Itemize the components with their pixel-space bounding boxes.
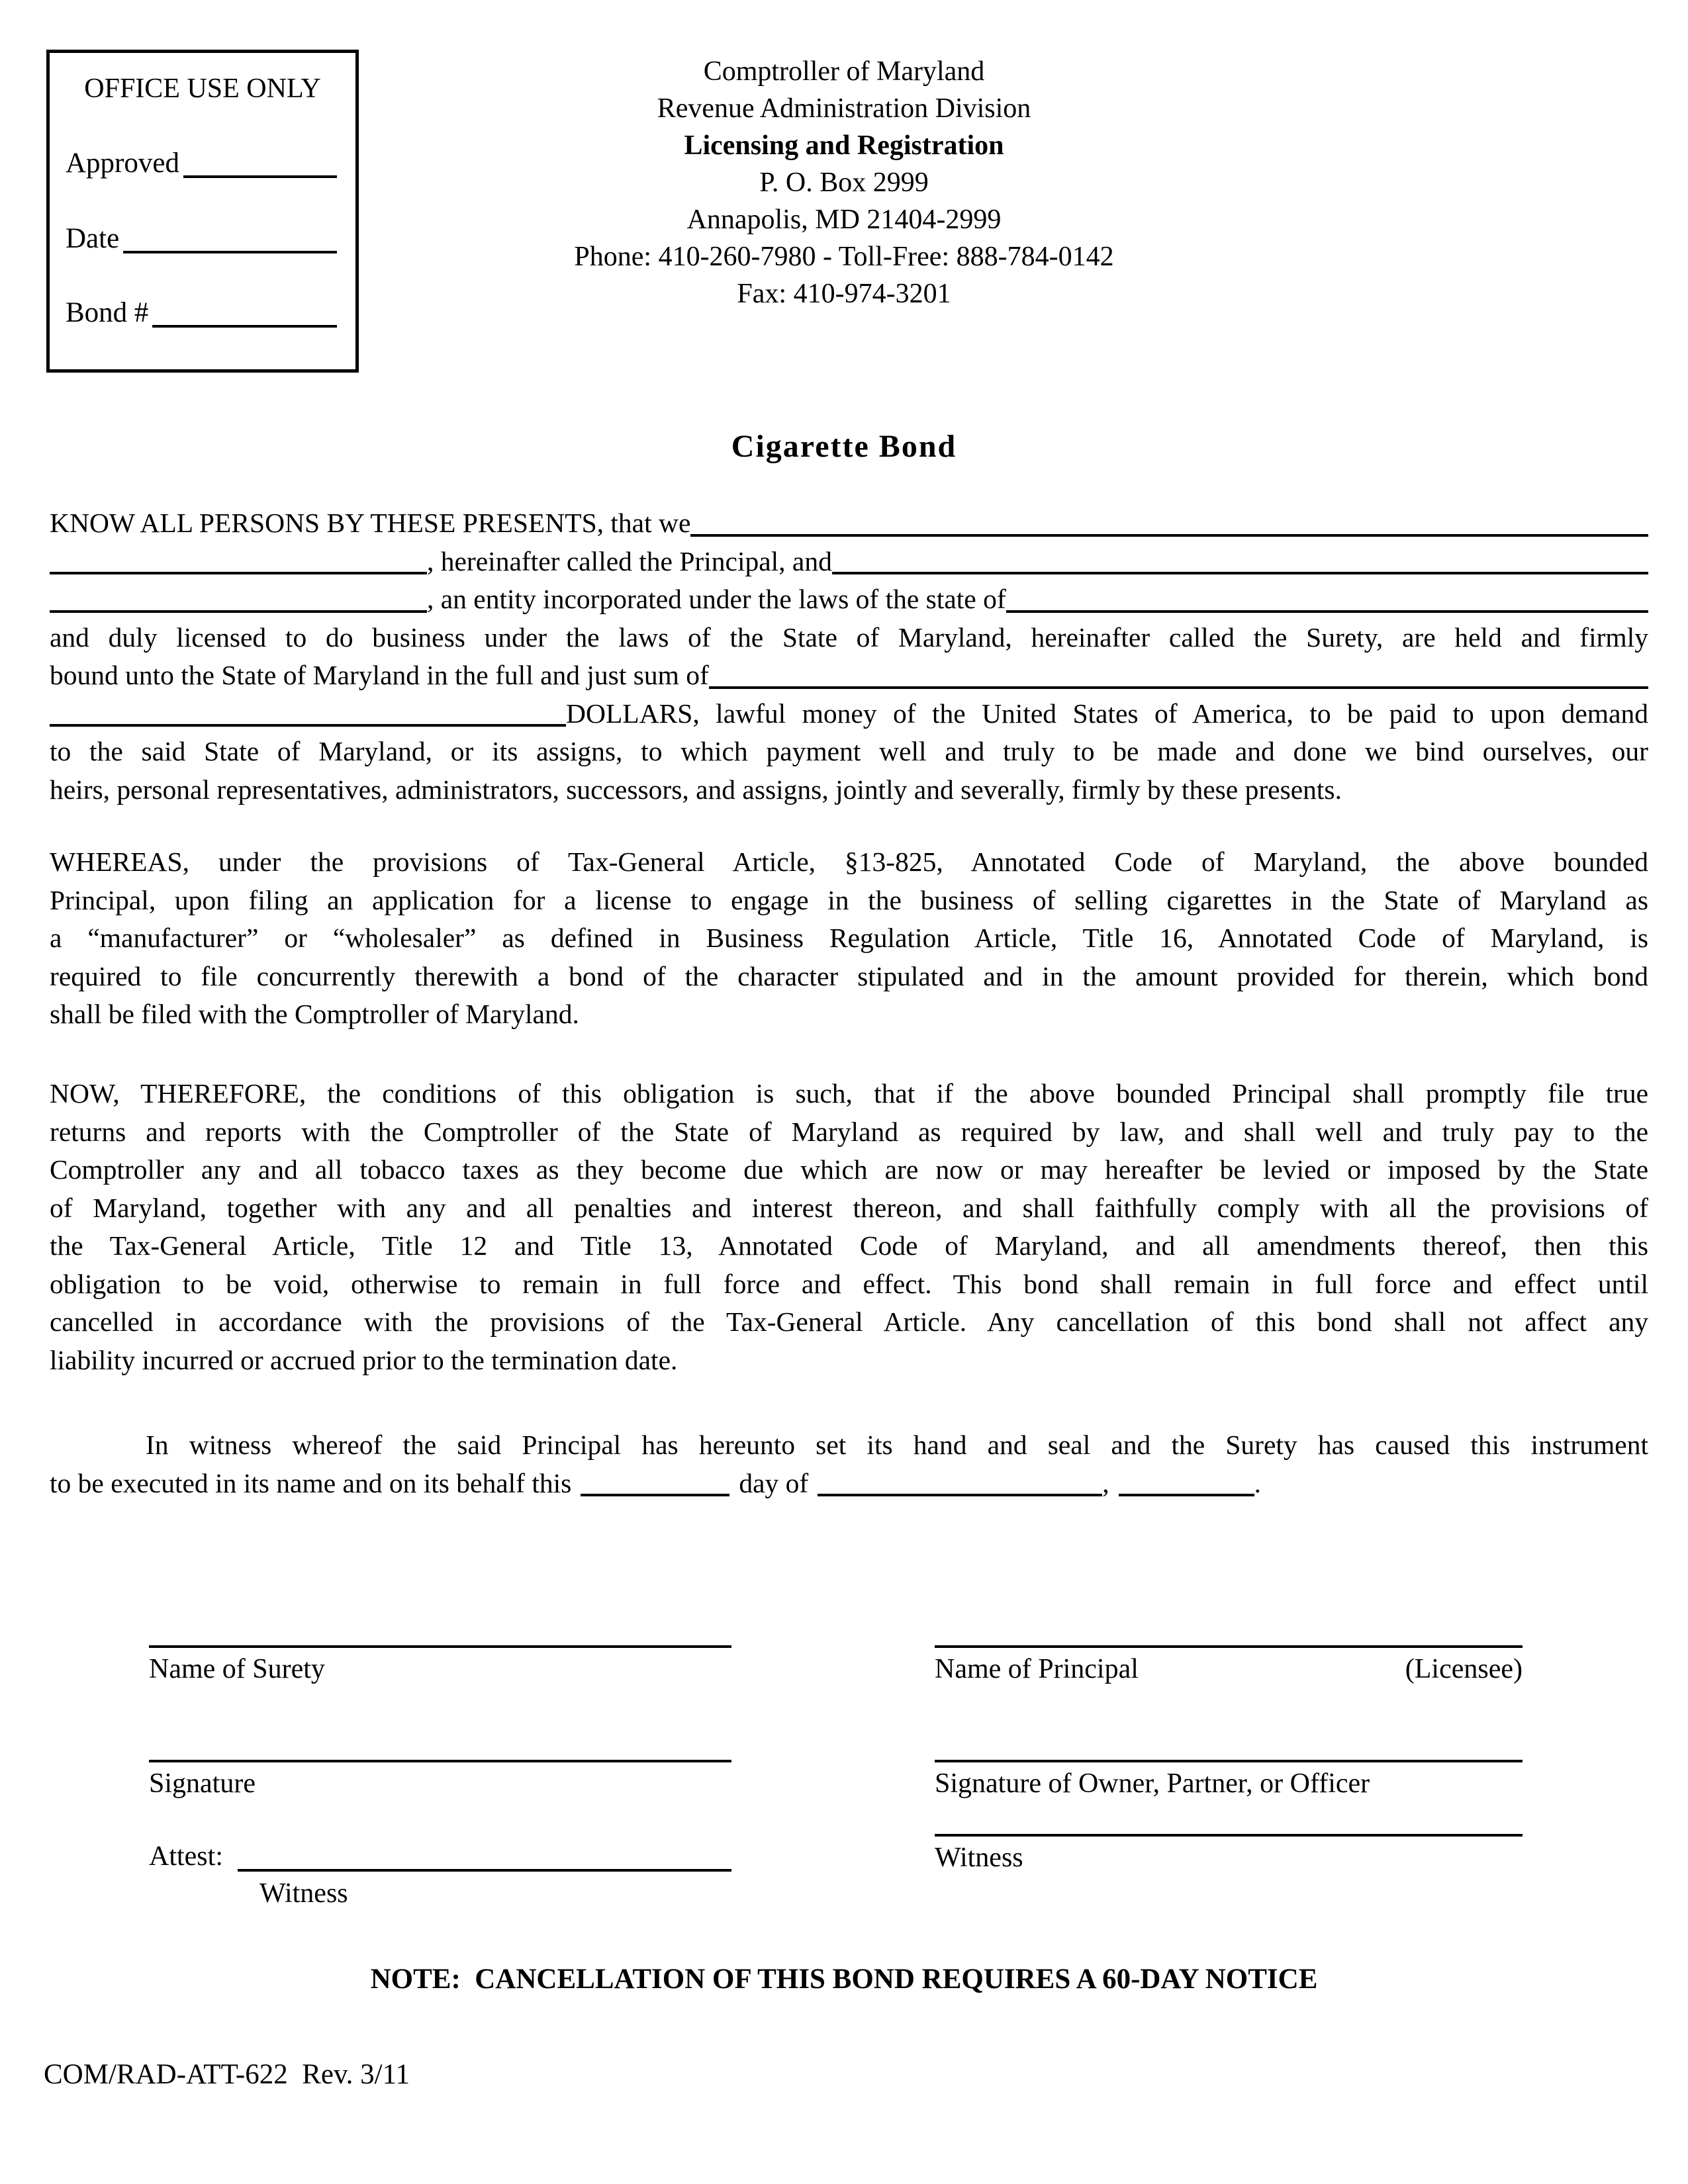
- spacer: [149, 1685, 731, 1760]
- surety-signature-line[interactable]: [149, 1760, 731, 1762]
- paragraph-line: WHEREAS, under the provisions of Tax-General Article, §13-825, Annotated Code of Maryland, the above bounded: [50, 846, 1648, 877]
- paragraph-line: NOW, THEREFORE, the conditions of this obligation is such, that if the above bounded Principal shall promptly file true: [50, 1078, 1648, 1109]
- agency-division: Revenue Administration Division: [657, 93, 1031, 124]
- surety-witness-label: Witness: [259, 1878, 348, 1909]
- principal-name-line[interactable]: [935, 1645, 1523, 1648]
- principal-clause-text: , hereinafter called the Principal, and: [427, 545, 832, 576]
- witness-paragraph: [50, 1426, 1648, 1502]
- licensee-label: (Licensee): [1405, 1654, 1523, 1684]
- principal-witness-row: [935, 1834, 1523, 1874]
- agency-name: Comptroller of Maryland: [703, 56, 985, 87]
- principal-witness-line[interactable]: [935, 1834, 1523, 1837]
- cancellation-note: NOTE: CANCELLATION OF THIS BOND REQUIRES A 60-DAY NOTICE: [370, 1964, 1318, 1995]
- principal-name-blank-continued[interactable]: [50, 572, 427, 574]
- period-text: .: [1254, 1467, 1261, 1498]
- date-label: Date: [66, 223, 120, 254]
- surety-name-blank[interactable]: [832, 572, 1648, 574]
- approved-label: Approved: [66, 148, 179, 179]
- agency-city-state-zip: Annapolis, MD 21404-2999: [686, 205, 1002, 235]
- agency-phone: Phone: 410-260-7980 - Toll-Free: 888-784-0142: [574, 242, 1114, 272]
- surety-name-line[interactable]: [149, 1645, 731, 1648]
- now-therefore-paragraph: [50, 1075, 1648, 1379]
- paragraph-line: obligation to be void, otherwise to remain in full force and effect. This bond shall remain in full force and effect until: [50, 1268, 1648, 1299]
- paragraph-line: the Tax-General Article, Title 12 and Title 13, Annotated Code of Maryland, and all amendments thereof, then this: [50, 1230, 1648, 1261]
- agency-header: [0, 53, 1688, 312]
- agency-fax: Fax: 410-974-3201: [737, 279, 951, 309]
- paragraph-line: In witness whereof the said Principal has hereunto set its hand and seal and the Surety has caused this instrument: [146, 1430, 1648, 1460]
- form-number-footer: COM/RAD-ATT-622 Rev. 3/11: [44, 2059, 410, 2090]
- surety-name-label: Name of Surety: [149, 1654, 325, 1684]
- paragraph-line: [50, 657, 1648, 695]
- day-blank[interactable]: [581, 1494, 729, 1496]
- sum-clause-text: bound unto the State of Maryland in the full and just sum of: [50, 660, 709, 690]
- paragraph-line: [50, 580, 1648, 619]
- whereas-paragraph: [50, 843, 1648, 1034]
- bond-number-label: Bond #: [66, 297, 149, 328]
- attest-row: [149, 1838, 731, 1875]
- opening-clause-text: KNOW ALL PERSONS BY THESE PRESENTS, that we: [50, 508, 691, 538]
- surety-signature-label: Signature: [149, 1768, 256, 1799]
- paragraph-line: liability incurred or accrued prior to the termination date.: [50, 1344, 678, 1375]
- comma-text: ,: [1102, 1467, 1109, 1498]
- office-box-title: OFFICE USE ONLY: [84, 73, 321, 104]
- principal-name-label-row: [935, 1653, 1523, 1685]
- principal-witness-label: Witness: [935, 1843, 1023, 1873]
- paragraph-line: [50, 695, 1648, 733]
- bond-sum-words-blank[interactable]: [50, 724, 566, 727]
- paragraph-line: and duly licensed to do business under the laws of the State of Maryland, hereinafter called the Surety, are held and firmly: [50, 621, 1648, 653]
- principal-name-blank[interactable]: [690, 534, 1648, 537]
- principal-name-label: Name of Principal: [935, 1654, 1139, 1684]
- attest-label: Attest:: [149, 1841, 223, 1872]
- agency-po-box: P. O. Box 2999: [759, 167, 929, 198]
- paragraph-line: cancelled in accordance with the provisions of the Tax-General Article. Any cancellation of this bond shall not affect any: [50, 1306, 1648, 1337]
- dollars-clause-text: DOLLARS, lawful money of the United States of America, to be paid to upon demand: [566, 698, 1648, 729]
- paragraph-line: [50, 1465, 1648, 1503]
- paragraph-line: of Maryland, together with any and all penalties and interest thereon, and shall faithfully comply with all the provisions of: [50, 1192, 1648, 1223]
- paragraph-line: shall be filed with the Comptroller of Maryland.: [50, 999, 579, 1029]
- principal-signature-column: [935, 1645, 1523, 1874]
- principal-signature-line[interactable]: [935, 1760, 1523, 1762]
- execution-clause-text: to be executed in its name and on its behalf this: [50, 1467, 572, 1498]
- principal-signature-label: Signature of Owner, Partner, or Officer: [935, 1768, 1370, 1799]
- paragraph-line: to the said State of Maryland, or its assigns, to which payment well and truly to be made and done we bind ourselves, our: [50, 736, 1648, 766]
- paragraph-line: Principal, upon filing an application for a license to engage in the business of selling cigarettes in the State of Maryland as: [50, 884, 1648, 915]
- paragraph-line: [50, 504, 1648, 543]
- paragraph-line: a “manufacturer” or “wholesaler” as defined in Business Regulation Article, Title 16, Annotated Code of Maryland, is: [50, 923, 1648, 953]
- year-blank[interactable]: [1119, 1494, 1254, 1496]
- bond-sum-blank[interactable]: [709, 686, 1648, 689]
- form-title: Cigarette Bond: [731, 429, 957, 464]
- surety-signature-column: [149, 1645, 731, 1909]
- paragraph-line: [50, 543, 1648, 581]
- opening-paragraph: [50, 504, 1648, 809]
- agency-unit: Licensing and Registration: [684, 130, 1004, 161]
- paragraph-line: heirs, personal representatives, administrators, successors, and assigns, jointly and severally, firmly by these presents.: [50, 774, 1342, 805]
- attest-witness-line[interactable]: [238, 1869, 731, 1872]
- spacer: [935, 1685, 1523, 1760]
- paragraph-line: returns and reports with the Comptroller of the State of Maryland as required by law, and shall well and truly pay to the: [50, 1116, 1648, 1147]
- surety-name-blank-continued[interactable]: [50, 610, 427, 613]
- bond-number-blank[interactable]: [152, 325, 337, 328]
- incorporation-clause-text: , an entity incorporated under the laws of the state of: [427, 584, 1006, 614]
- month-blank[interactable]: [818, 1494, 1102, 1496]
- state-of-incorporation-blank[interactable]: [1006, 610, 1648, 613]
- paragraph-line: Comptroller any and all tobacco taxes as they become due which are now or may hereafter be levied or imposed by the State: [50, 1154, 1648, 1185]
- day-of-text: day of: [739, 1467, 809, 1498]
- paragraph-line: required to file concurrently therewith a bond of the character stipulated and in the amount provided for therein, which bond: [50, 960, 1648, 991]
